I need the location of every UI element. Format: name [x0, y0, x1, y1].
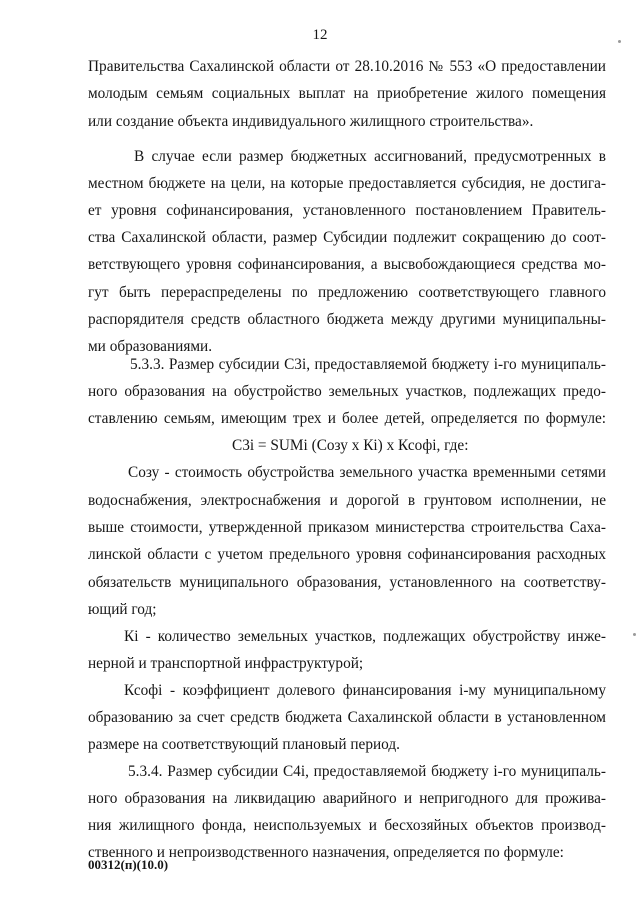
- text-line: 5.3.4. Размер субсидии С4i, предоставляемой бюджету i-го муниципаль-: [128, 763, 606, 780]
- text-line: ного образования на ликвидацию аварийного и непригодного для прожива-: [88, 790, 606, 807]
- text-line: ет уровня софинансирования, установленного постановлением Правитель-: [88, 202, 606, 219]
- text-line: 5.3.3. Размер субсидии С3i, предоставляемой бюджету i-го муниципаль-: [130, 356, 606, 373]
- text-line: ветствующего уровня софинансирования, а высвобождающиеся средства мо-: [88, 256, 606, 273]
- text-line: линской области с учетом предельного уровня софинансирования расходных: [88, 546, 606, 563]
- text-line: ного образования на обустройство земельных участков, подлежащих предо-: [88, 383, 606, 400]
- text-line: ства Сахалинской области, размер Субсидии подлежит сокращению до соот-: [88, 229, 606, 246]
- text-line: ственного и непроизводственного назначения, определяется по формуле:: [88, 844, 564, 861]
- text-line: молодым семьям социальных выплат на приобретение жилого помещения: [88, 85, 606, 102]
- page-number: 12: [312, 27, 328, 43]
- text-line: С3i = SUMi (Созу х Кi) х Ксофi, где:: [232, 437, 469, 454]
- scan-speck: [633, 633, 636, 636]
- text-line: ющий год;: [88, 601, 157, 618]
- text-line: Созу - стоимость обустройства земельного участка временными сетями: [128, 464, 606, 481]
- text-line: обязательств муниципального образования, установленного на соответству-: [88, 574, 606, 591]
- text-line: Правительства Сахалинской области от 28.10.2016 № 553 «О предоставлении: [88, 58, 606, 75]
- text-line: водоснабжения, электроснабжения и дорогой в грунтовом исполнении, не: [88, 492, 606, 509]
- text-line: гут быть перераспределены по предложению соответствующего главного: [88, 284, 606, 301]
- text-line: ния жилищного фонда, неиспользуемых и бесхозяйных объектов производ-: [88, 817, 606, 834]
- text-line: ми образованиями.: [88, 338, 213, 355]
- text-line: нерной и транспортной инфраструктурой;: [88, 655, 364, 672]
- text-line: образованию за счет средств бюджета Сахалинской области в установленном: [88, 709, 606, 726]
- text-line: размере на соответствующий плановый период.: [88, 736, 400, 753]
- text-line: распорядителя средств областного бюджета между другими муниципальны-: [88, 311, 606, 328]
- text-line: В случае если размер бюджетных ассигнований, предусмотренных в: [134, 148, 606, 165]
- scan-speck: [618, 40, 621, 43]
- text-line: Кi - количество земельных участков, подлежащих обустройству инже-: [124, 628, 606, 645]
- text-line: выше стоимости, утвержденной приказом министерства строительства Саха-: [88, 519, 606, 536]
- text-line: ставлению семьям, имеющим трех и более детей, определяется по формуле:: [88, 410, 606, 427]
- text-line: Ксофi - коэффициент долевого финансирования i-му муниципальному: [124, 682, 606, 699]
- text-line: или создание объекта индивидуального жилищного строительства».: [88, 113, 534, 130]
- text-line: местном бюджете на цели, на которые предоставляется субсидия, не достига-: [88, 175, 606, 192]
- document-footer-code: 00312(п)(10.0): [88, 857, 169, 872]
